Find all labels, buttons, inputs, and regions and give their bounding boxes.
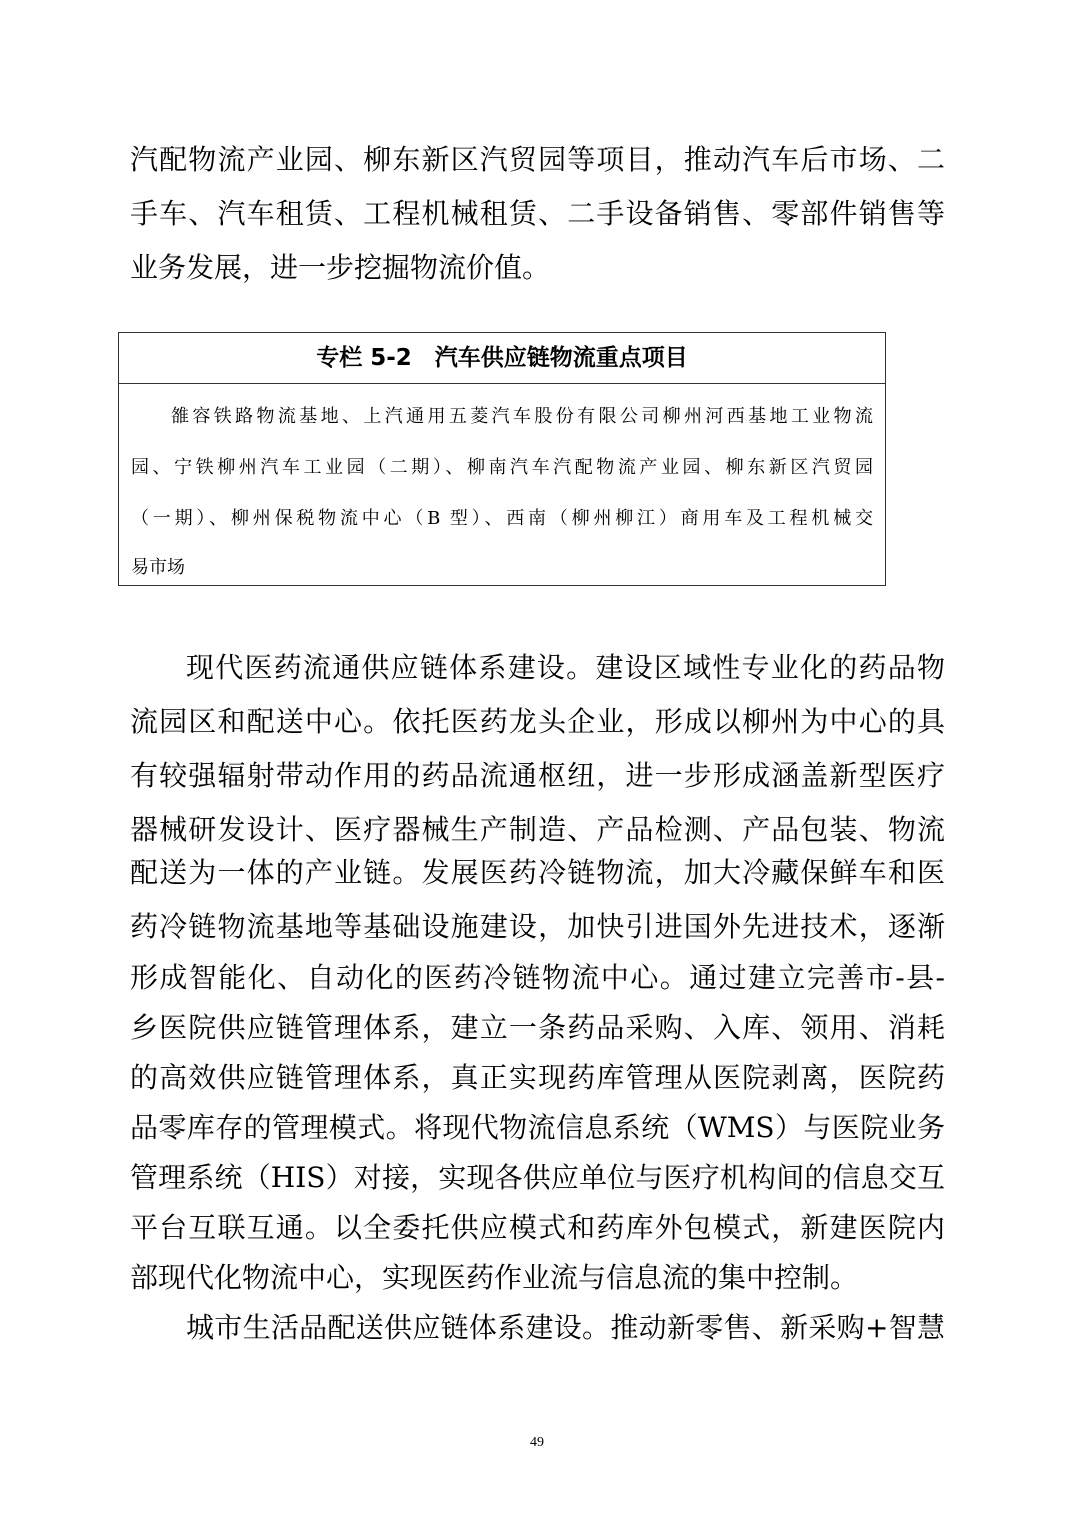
sidebar-box-line: （一期）、柳州保税物流中心（B 型）、西南（柳州柳江）商用车及工程机械交 [131,508,873,529]
text-line: 的高效供应链管理体系，真正实现药库管理从医院剥离，医院药 [130,1061,945,1094]
sidebar-box [118,332,886,586]
text-line: 形成智能化、自动化的医药冷链物流中心。通过建立完善市-县- [130,961,945,994]
text-line: 业务发展，进一步挖掘物流价值。 [130,251,551,284]
text-line: 汽配物流产业园、柳东新区汽贸园等项目，推动汽车后市场、二 [130,143,945,176]
text-line: 现代医药流通供应链体系建设。建设区域性专业化的药品物 [186,651,945,684]
text-line: 管理系统（HIS）对接，实现各供应单位与医疗机构间的信息交互 [130,1161,945,1194]
text-line: 流园区和配送中心。依托医药龙头企业，形成以柳州为中心的具 [130,705,945,738]
text-line: 乡医院供应链管理体系，建立一条药品采购、入库、领用、消耗 [130,1011,945,1044]
text-line: 手车、汽车租赁、工程机械租赁、二手设备销售、零部件销售等 [130,197,945,230]
sidebar-box-line: 雒容铁路物流基地、上汽通用五菱汽车股份有限公司柳州河西基地工业物流 [171,406,873,427]
text-line: 器械研发设计、医疗器械生产制造、产品检测、产品包装、物流 [130,813,945,846]
text-line: 部现代化物流中心，实现医药作业流与信息流的集中控制。 [130,1261,859,1294]
text-line: 配送为一体的产业链。发展医药冷链物流，加大冷藏保鲜车和医 [130,856,945,889]
sidebar-box-line: 园、宁铁柳州汽车工业园（二期）、柳南汽车汽配物流产业园、柳东新区汽贸园 [131,457,873,478]
text-line: 有较强辐射带动作用的药品流通枢纽，进一步形成涵盖新型医疗 [130,759,945,792]
sidebar-box-title: 专栏 5-2 汽车供应链物流重点项目 [119,333,885,384]
page-number: 49 [530,1435,544,1450]
text-line: 平台互联互通。以全委托供应模式和药库外包模式，新建医院内 [130,1211,945,1244]
text-line: 品零库存的管理模式。将现代物流信息系统（WMS）与医院业务 [130,1111,945,1144]
sidebar-box-line: 易市场 [131,557,185,578]
text-line: 城市生活品配送供应链体系建设。推动新零售、新采购+智慧 [186,1311,945,1344]
text-line: 药冷链物流基地等基础设施建设，加快引进国外先进技术，逐渐 [130,910,945,943]
